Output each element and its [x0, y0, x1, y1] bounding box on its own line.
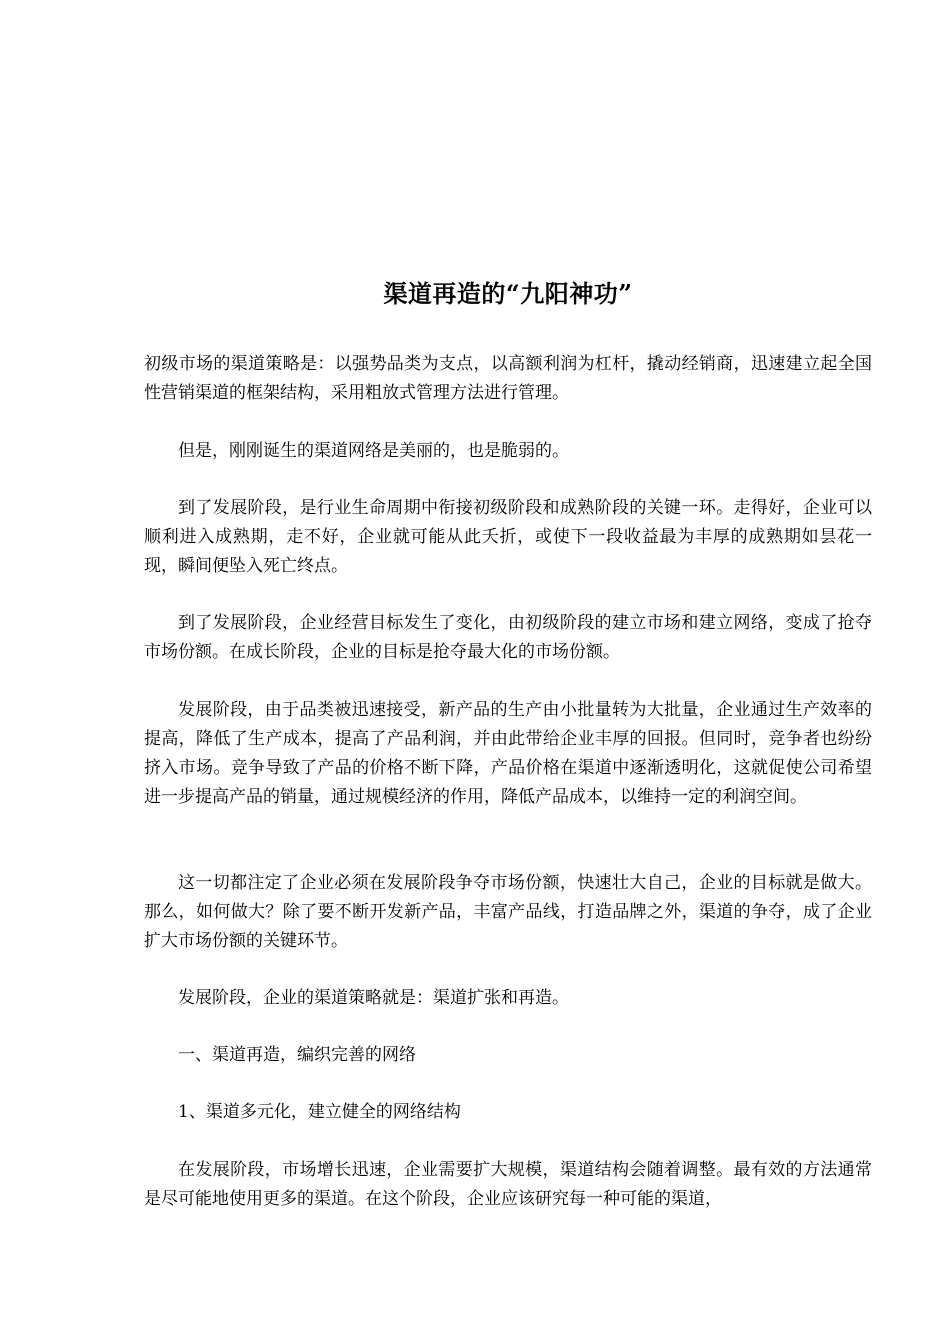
subsection-heading: 1、渠道多元化，建立健全的网络结构 — [178, 1102, 461, 1122]
paragraph-3: 到了发展阶段，是行业生命周期中衔接初级阶段和成熟阶段的关键一环。走得好，企业可以顺利进入成熟期，走不好，企业就可能从此夭折，或使下一段收益最为丰厚的成熟期如昙花一现，瞬间便坠入死亡终点。 — [144, 498, 872, 576]
section-heading: 一、渠道再造，编织完善的网络 — [178, 1045, 416, 1065]
paragraph-10: 在发展阶段，市场增长迅速，企业需要扩大规模，渠道结构会随着调整。最有效的方法通常是尽可能地使用更多的渠道。在这个阶段，企业应该研究每一种可能的渠道， — [144, 1160, 872, 1209]
paragraph-1: 初级市场的渠道策略是：以强势品类为支点，以高额利润为杠杆，撬动经销商，迅速建立起全国性营销渠道的框架结构，采用粗放式管理方法进行管理。 — [144, 354, 872, 403]
paragraph-7: 发展阶段，企业的渠道策略就是：渠道扩张和再造。 — [178, 988, 569, 1008]
paragraph-4: 到了发展阶段，企业经营目标发生了变化，由初级阶段的建立市场和建立网络，变成了抢夺市场份额。在成长阶段，企业的目标是抢夺最大化的市场份额。 — [144, 613, 872, 662]
document-title: 渠道再造的“九阳神功” — [383, 279, 633, 308]
paragraph-2: 但是，刚刚诞生的渠道网络是美丽的，也是脆弱的。 — [178, 441, 569, 461]
paragraph-5: 发展阶段，由于品类被迅速接受，新产品的生产由小批量转为大批量，企业通过生产效率的提高，降低了生产成本，提高了产品利润，并由此带给企业丰厚的回报。但同时，竞争者也纷纷挤入市场。竞争导致了产品的价格不断下降，产品价格在渠道中逐渐透明化，这就促使公司希望进一步提高产品的销量，通过规模经济的作用，降低产品成本，以维持一定的利润空间。 — [144, 700, 872, 807]
paragraph-6: 这一切都注定了企业必须在发展阶段争夺市场份额，快速壮大自己，企业的目标就是做大。那么，如何做大？除了要不断开发新产品，丰富产品线，打造品牌之外，渠道的争夺，成了企业扩大市场份额的关键环节。 — [144, 873, 872, 951]
